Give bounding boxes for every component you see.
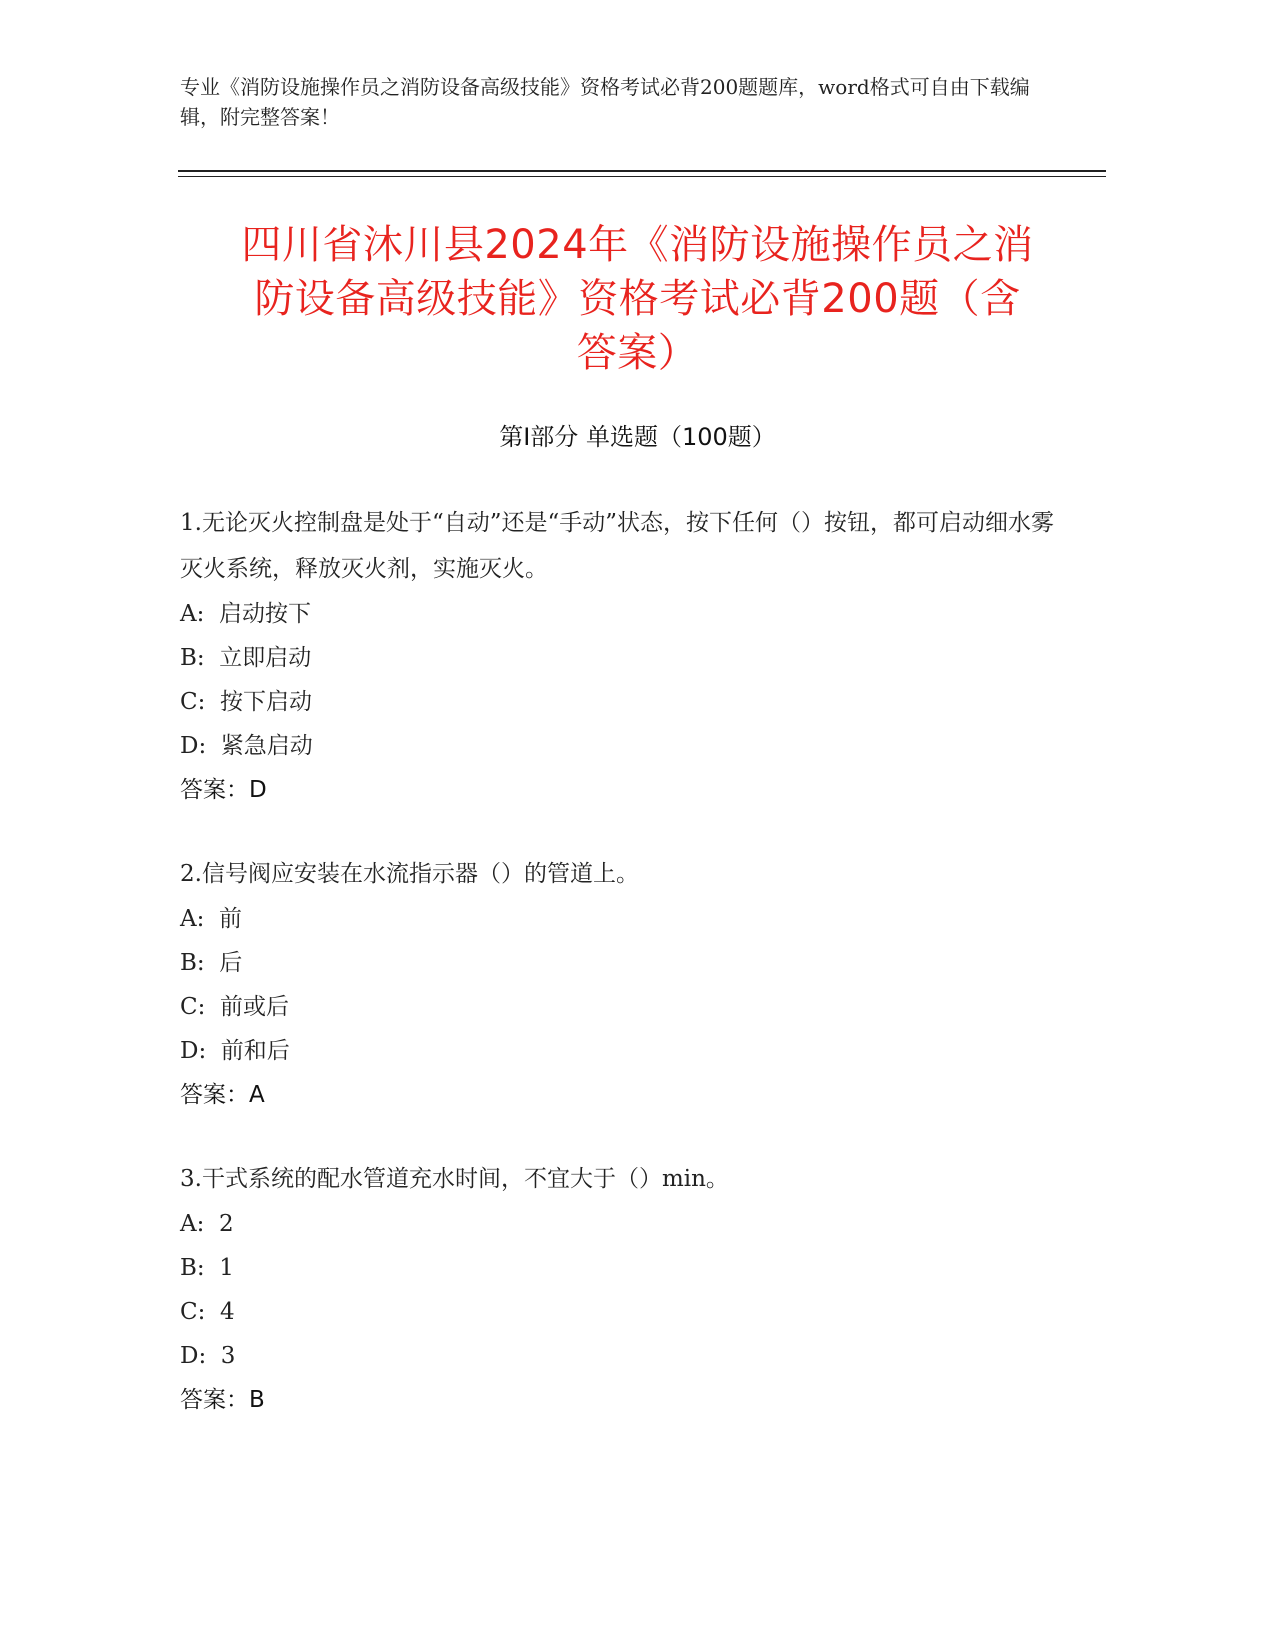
answer: 答案：D	[180, 777, 267, 803]
question-1	[180, 500, 1060, 812]
question-3	[180, 1156, 1060, 1422]
title-line-3: 答案）	[576, 330, 699, 376]
option-c: C: 4	[180, 1299, 235, 1325]
question-2	[180, 851, 1060, 1117]
option-b: B: 立即启动	[180, 645, 312, 671]
option-c: C: 前或后	[180, 994, 289, 1020]
option-a: A: 2	[180, 1211, 234, 1237]
option-a: A: 启动按下	[180, 601, 311, 627]
answer: 答案：A	[180, 1082, 265, 1108]
header-rule-thick	[178, 170, 1106, 172]
option-d: D: 紧急启动	[180, 733, 313, 759]
document-title	[150, 218, 1125, 380]
question-stem: 2.信号阀应安装在水流指示器（）的管道上。	[180, 861, 639, 887]
option-d: D: 3	[180, 1343, 236, 1369]
header-note: 专业《消防设施操作员之消防设备高级技能》资格考试必背200题题库，word格式可自由下载编辑，附完整答案！	[180, 75, 1030, 129]
answer: 答案：B	[180, 1387, 265, 1413]
option-c: C: 按下启动	[180, 689, 312, 715]
header-rule-thin	[178, 176, 1106, 177]
question-stem: 3.干式系统的配水管道充水时间，不宜大于（）min。	[180, 1166, 729, 1192]
option-b: B: 1	[180, 1255, 234, 1281]
section-heading: 第Ⅰ部分 单选题（100题）	[499, 423, 776, 451]
option-b: B: 后	[180, 950, 243, 976]
title-line-2: 防设备高级技能》资格考试必背200题（含	[254, 276, 1021, 322]
option-a: A: 前	[180, 906, 242, 932]
question-stem: 1.无论灭火控制盘是处于“自动”还是“手动”状态，按下任何（）按钮，都可启动细水雾灭火系统，释放灭火剂，实施灭火。	[180, 510, 1054, 582]
option-d: D: 前和后	[180, 1038, 290, 1064]
title-line-1: 四川省沐川县2024年《消防设施操作员之消	[241, 222, 1034, 268]
